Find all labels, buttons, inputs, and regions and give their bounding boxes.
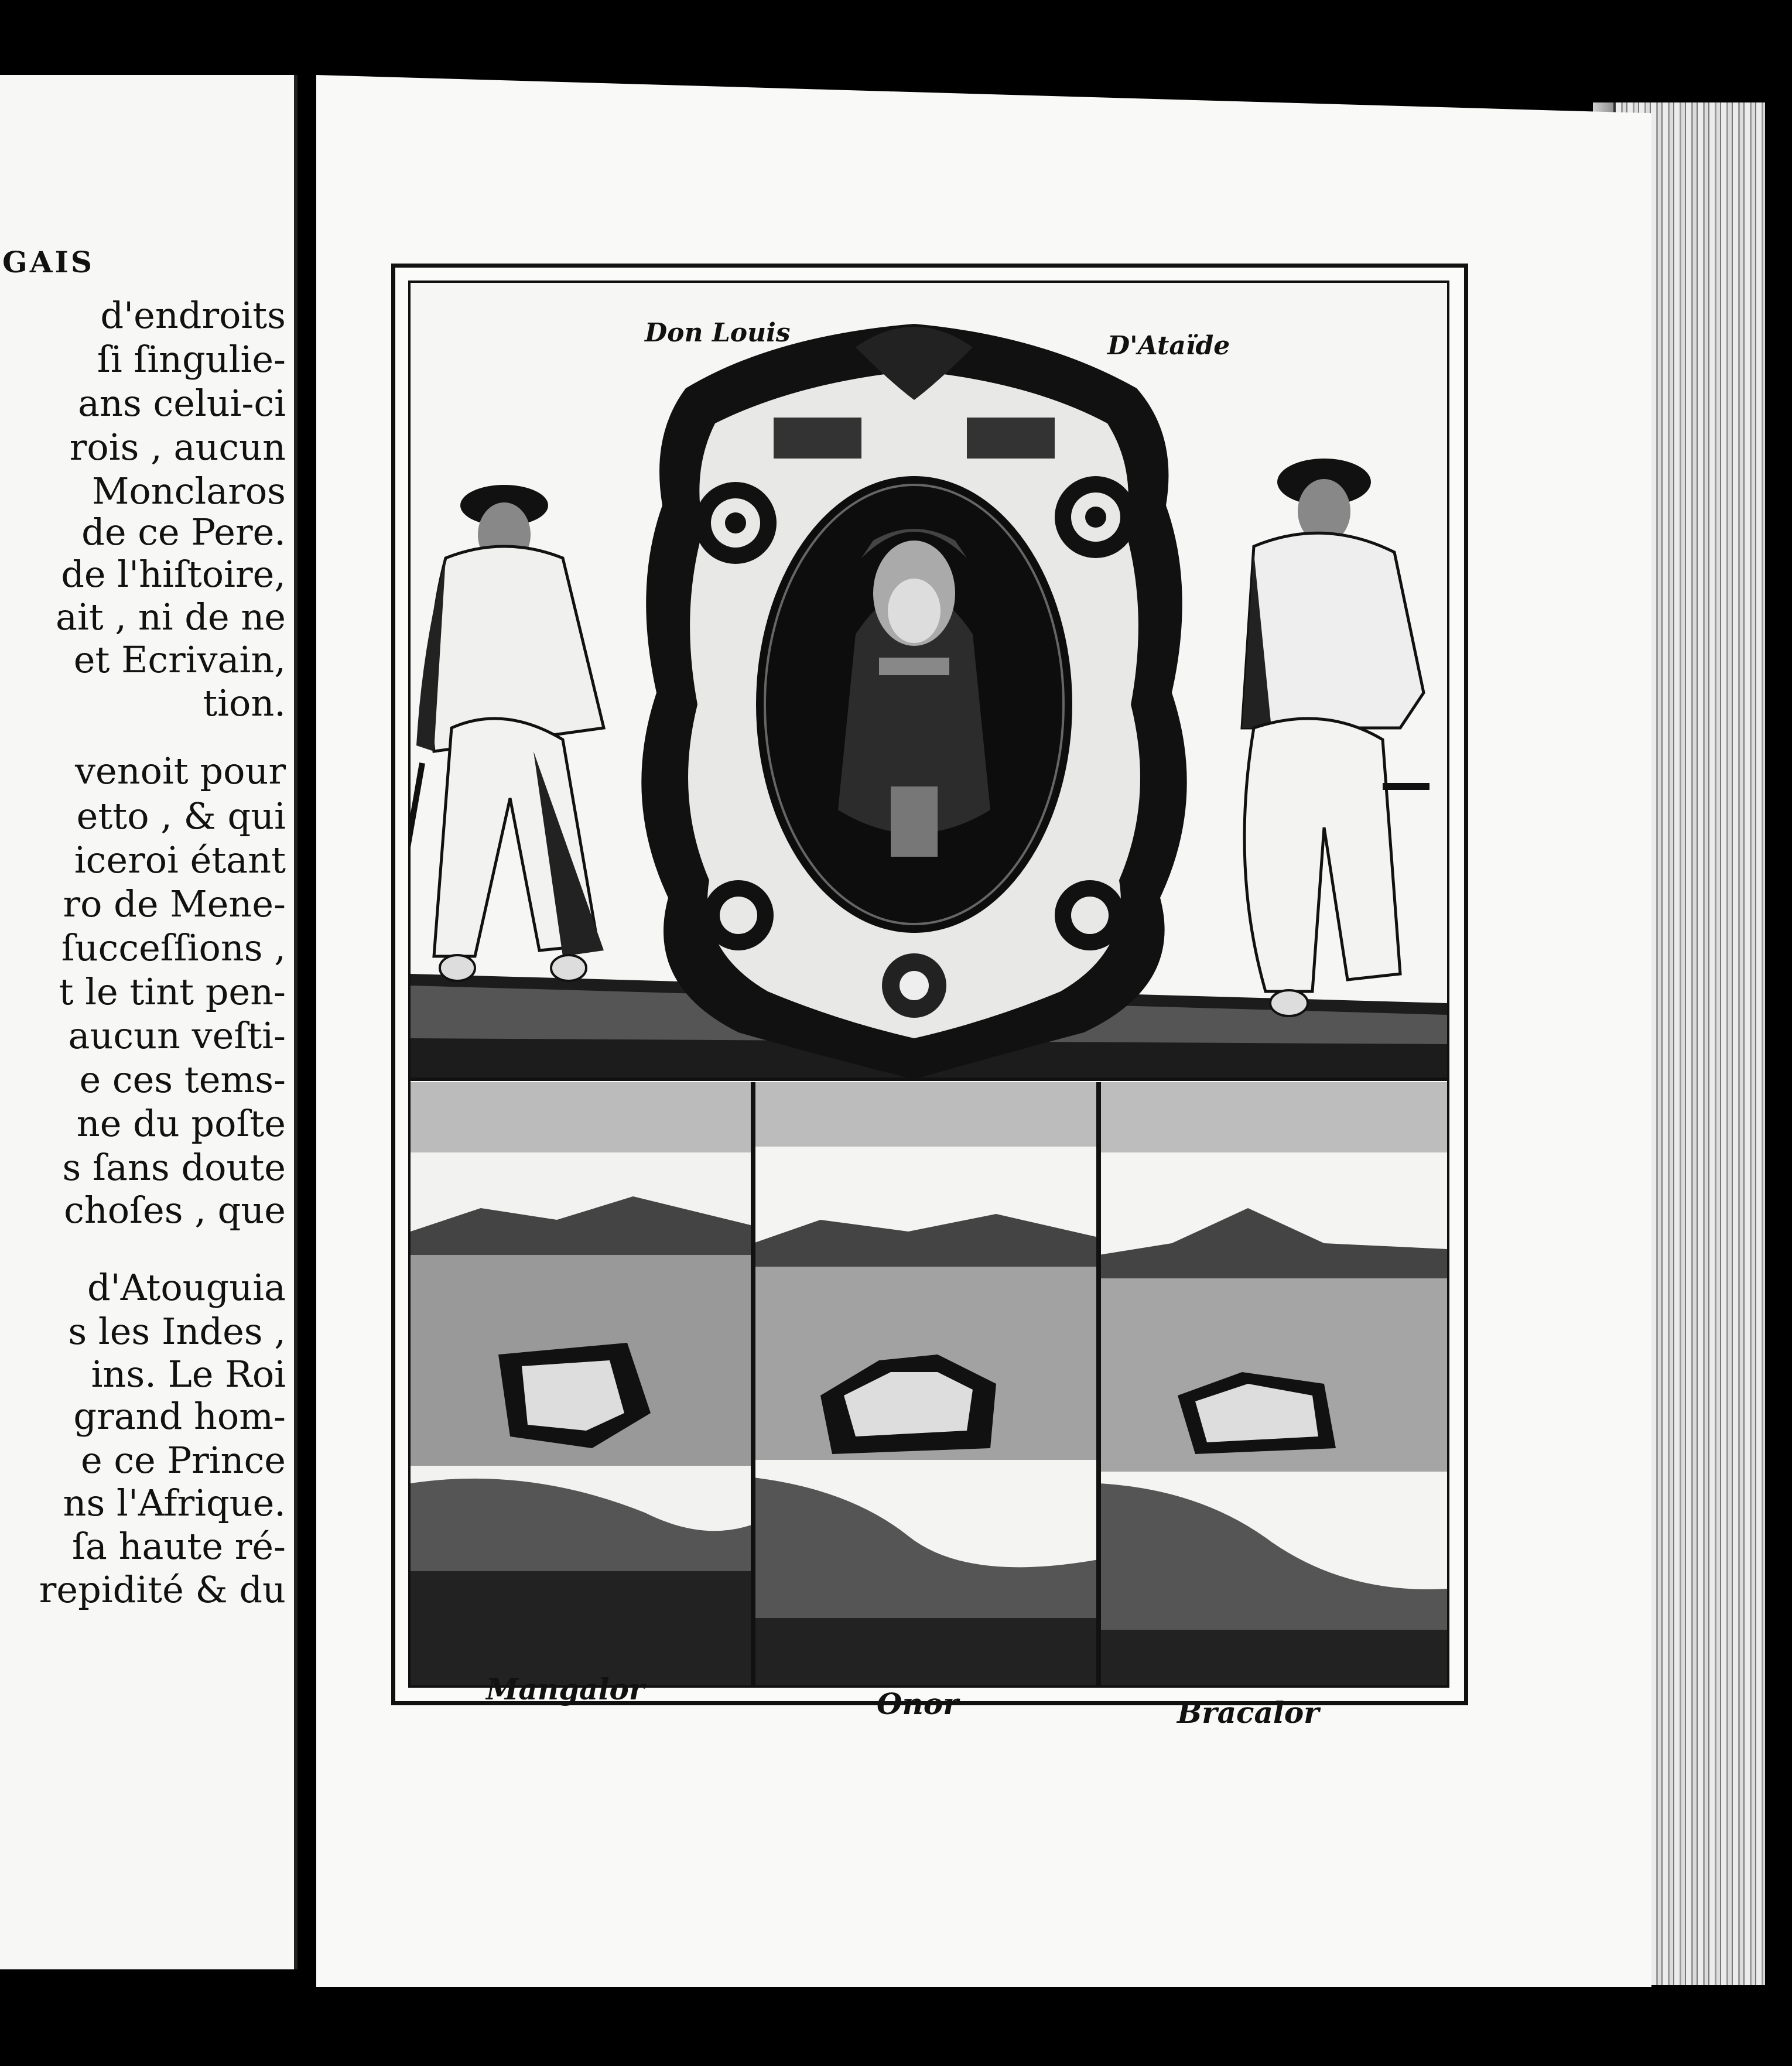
text-line: d'Atouguia xyxy=(87,1266,286,1309)
text-line: ns l'Afrique. xyxy=(63,1482,286,1524)
engraving-illustration xyxy=(411,283,1447,1685)
text-line: d'endroits xyxy=(100,294,286,337)
text-line: s les Indes , xyxy=(68,1310,286,1353)
text-line: Monclaros xyxy=(91,470,286,512)
text-line: ro de Mene- xyxy=(63,883,286,925)
text-line: t le tint pen- xyxy=(59,970,286,1013)
text-line: ans celui-ci xyxy=(78,382,286,425)
text-line: venoit pour xyxy=(74,750,286,792)
text-line: e ce Prince xyxy=(80,1439,286,1482)
text-line: e ces tems- xyxy=(79,1058,286,1101)
text-line: ſucceſſions , xyxy=(61,926,286,969)
text-line: ſi ſingulie- xyxy=(97,338,286,381)
portrait-caption-right: D'Ataïde xyxy=(1107,331,1230,361)
text-line: de ce Pere. xyxy=(81,511,286,553)
text-line: ins. Le Roi xyxy=(91,1353,286,1395)
text-line: de l'hiſtoire, xyxy=(61,553,286,596)
town-caption-mangalor: Mangalor xyxy=(486,1672,645,1706)
portrait-caption-left: Don Louis xyxy=(645,318,791,348)
running-header: GAIS xyxy=(2,245,94,279)
engraving-inner-frame xyxy=(408,281,1449,1688)
text-line: choſes , que xyxy=(64,1189,286,1232)
town-caption-onor: Onor xyxy=(877,1687,959,1721)
engraving-plate xyxy=(391,264,1468,1705)
town-panel-mangalor xyxy=(411,1082,753,1685)
text-line: ne du poſte xyxy=(76,1102,286,1145)
text-line: etto , & qui xyxy=(76,795,286,837)
text-line: repidité & du xyxy=(39,1568,286,1611)
text-line: rois , aucun xyxy=(69,426,286,468)
text-line: iceroi étant xyxy=(74,839,286,881)
text-line: ait , ni de ne xyxy=(55,596,286,638)
town-panel-bracalor xyxy=(1099,1082,1447,1685)
text-line: s ſans doute xyxy=(62,1146,286,1189)
text-line: et Ecrivain, xyxy=(73,638,286,681)
left-text-column xyxy=(0,75,294,1969)
left-page xyxy=(0,75,297,1969)
town-panel-onor xyxy=(753,1082,1099,1685)
text-line: grand hom- xyxy=(73,1395,286,1438)
text-line: aucun veſti- xyxy=(68,1014,286,1057)
town-caption-bracalor: Bracalor xyxy=(1177,1695,1319,1730)
text-line: ſa haute ré- xyxy=(71,1525,286,1568)
text-line: tion. xyxy=(203,682,286,724)
